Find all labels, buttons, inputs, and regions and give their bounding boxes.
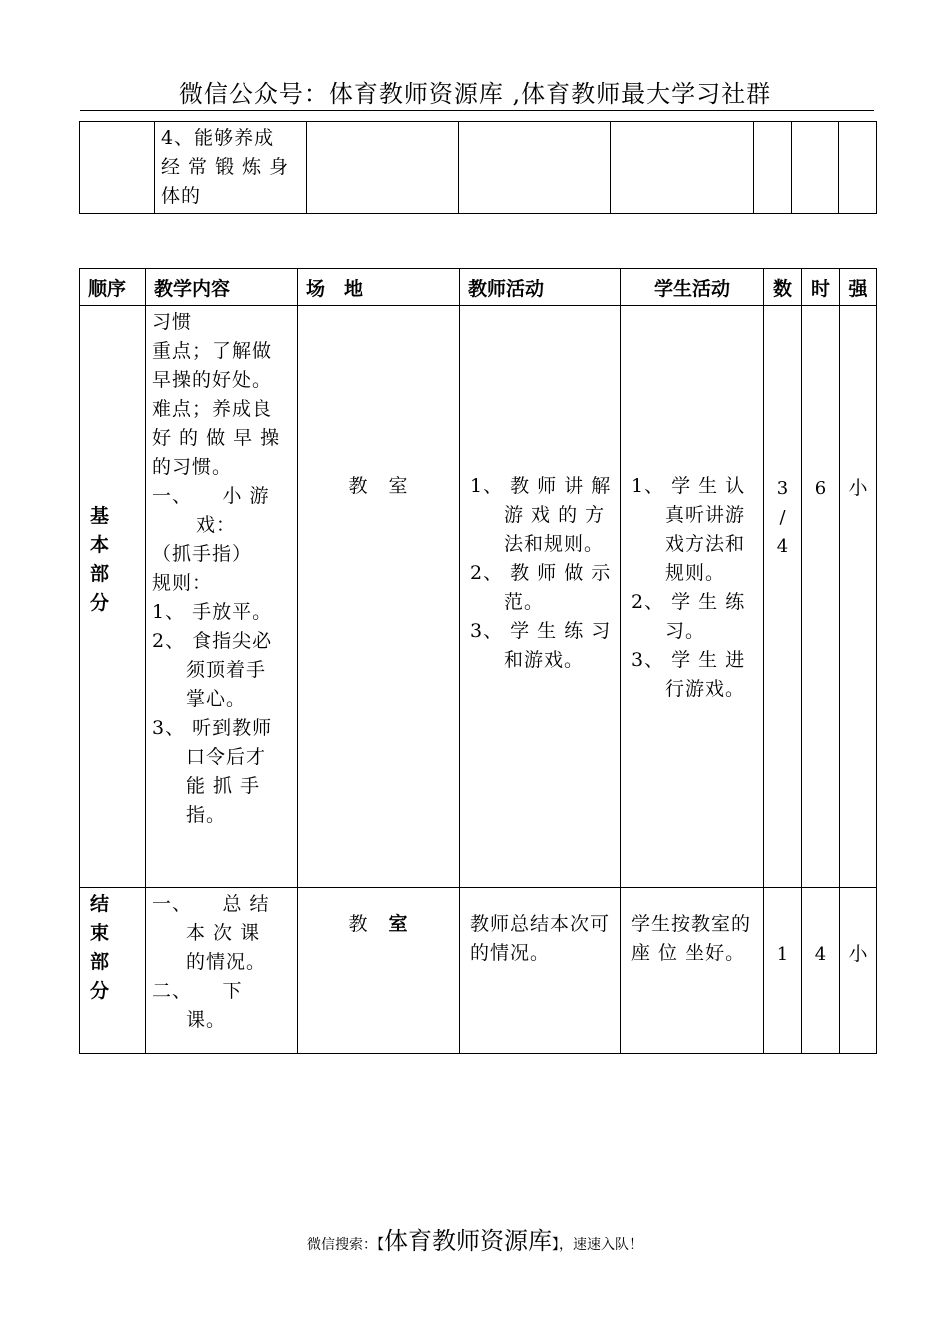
- footer-brand: 体育教师资源库: [384, 1227, 552, 1255]
- student-activity-line: 真听讲游: [665, 504, 746, 526]
- header-venue: 场 地: [298, 269, 460, 306]
- student-activity-line: 2、 学 生 练: [631, 591, 746, 613]
- empty-cell: [611, 122, 754, 214]
- content-line: 2、 食指尖必: [152, 630, 273, 652]
- time-cell: 4: [802, 888, 840, 1054]
- content-line: 好 的 做 早 操: [152, 427, 281, 449]
- content-line: 本 次 课: [186, 922, 261, 944]
- objective-line: 体的: [161, 185, 202, 207]
- content-line: 二、 下: [152, 980, 243, 1002]
- header-divider: [80, 110, 874, 111]
- content-line: 一、 小 游: [152, 485, 270, 507]
- venue-cell: [298, 888, 460, 1054]
- student-activity-line: 戏方法和: [665, 533, 746, 555]
- content-line: 戏：: [196, 514, 237, 536]
- content-line: 能 抓 手: [186, 775, 261, 797]
- venue-char: 室: [388, 913, 409, 935]
- header-teacher-activity: 教师活动: [460, 269, 621, 306]
- footer-suffix: 】，速速入队！: [552, 1237, 643, 1253]
- teacher-activity-line: 游 戏 的 方: [504, 504, 606, 526]
- content-line: 规则：: [152, 572, 213, 594]
- empty-cell: [459, 122, 611, 214]
- section-label-ending: 结束部分: [80, 888, 146, 1054]
- teacher-activity-line: 和游戏。: [504, 649, 585, 671]
- student-activity-cell: [621, 306, 764, 888]
- objectives-table: [79, 121, 877, 214]
- content-line: 习惯: [152, 311, 193, 333]
- header-content: 教学内容: [146, 269, 298, 306]
- teacher-activity-cell: 教师总结本次可的情况。: [460, 888, 621, 1054]
- content-line: 须顶着手: [186, 659, 267, 681]
- venue-cell: 教 室: [298, 306, 460, 888]
- student-activity-line: 习。: [665, 620, 706, 642]
- content-line: 一、 总 结: [152, 893, 270, 915]
- page-header: 微信公众号：体育教师资源库 ,体育教师最大学习社群: [178, 80, 772, 108]
- header-time: 时: [802, 269, 840, 306]
- student-activity-line: 行游戏。: [665, 678, 746, 700]
- section-label-basic: 基本部分: [80, 306, 146, 888]
- venue-char: 教: [348, 913, 369, 935]
- content-line: 的情况。: [186, 951, 267, 973]
- content-line: 重点；了解做: [152, 340, 273, 362]
- lesson-plan-table: [79, 268, 877, 1054]
- intensity-cell: 小: [840, 888, 877, 1054]
- page-footer: [0, 1221, 950, 1256]
- teacher-activity-line: 1、 教 师 讲 解: [470, 475, 612, 497]
- teacher-activity-line: 2、 教 师 做 示: [470, 562, 612, 584]
- content-line: （抓手指）: [152, 543, 253, 565]
- teacher-activity-line: 3、 学 生 练 习: [470, 620, 612, 642]
- content-line: 课。: [186, 1009, 227, 1031]
- count-cell: [764, 306, 802, 888]
- header-count: 数: [764, 269, 802, 306]
- empty-cell: [754, 122, 792, 214]
- content-line: 3、 听到教师: [152, 717, 273, 739]
- intensity-cell: 小: [840, 306, 877, 888]
- empty-cell: [839, 122, 877, 214]
- header-order: 顺序: [80, 269, 146, 306]
- content-line: 难点；养成良: [152, 398, 273, 420]
- teacher-activity-line: 范。: [504, 591, 545, 613]
- content-cell: [146, 888, 298, 1054]
- content-line: 掌心。: [186, 688, 247, 710]
- content-line: 口令后才: [186, 746, 267, 768]
- time-cell: 6: [802, 306, 840, 888]
- student-activity-line: 1、 学 生 认: [631, 475, 746, 497]
- count-line: /: [779, 507, 786, 528]
- table-row: [80, 306, 877, 888]
- student-activity-cell: 学生按教室的 座 位 坐好。: [621, 888, 764, 1054]
- header-intensity: 强: [840, 269, 877, 306]
- table-row: [80, 888, 877, 1054]
- empty-cell: [80, 122, 155, 214]
- objective-line: 4、能够养成: [161, 127, 275, 149]
- empty-cell: [307, 122, 459, 214]
- content-line: 指。: [186, 804, 227, 826]
- student-activity-line: 3、 学 生 进: [631, 649, 746, 671]
- teacher-activity-cell: [460, 306, 621, 888]
- header-student-activity: 学生活动: [621, 269, 764, 306]
- count-line: 3: [776, 478, 789, 499]
- content-line: 1、 手放平。: [152, 601, 273, 623]
- count-line: 4: [776, 536, 789, 557]
- content-line: 的习惯。: [152, 456, 233, 478]
- empty-cell: [792, 122, 839, 214]
- student-activity-line: 规则。: [665, 562, 726, 584]
- teacher-activity-line: 法和规则。: [504, 533, 605, 555]
- count-cell: 1: [764, 888, 802, 1054]
- content-line: 早操的好处。: [152, 369, 273, 391]
- objective-line: 经 常 锻 炼 身: [161, 156, 290, 178]
- footer-prefix: 微信搜索：【: [307, 1237, 384, 1253]
- table-header-row: [80, 269, 877, 306]
- content-cell: [146, 306, 298, 888]
- objective-cell: [155, 122, 307, 214]
